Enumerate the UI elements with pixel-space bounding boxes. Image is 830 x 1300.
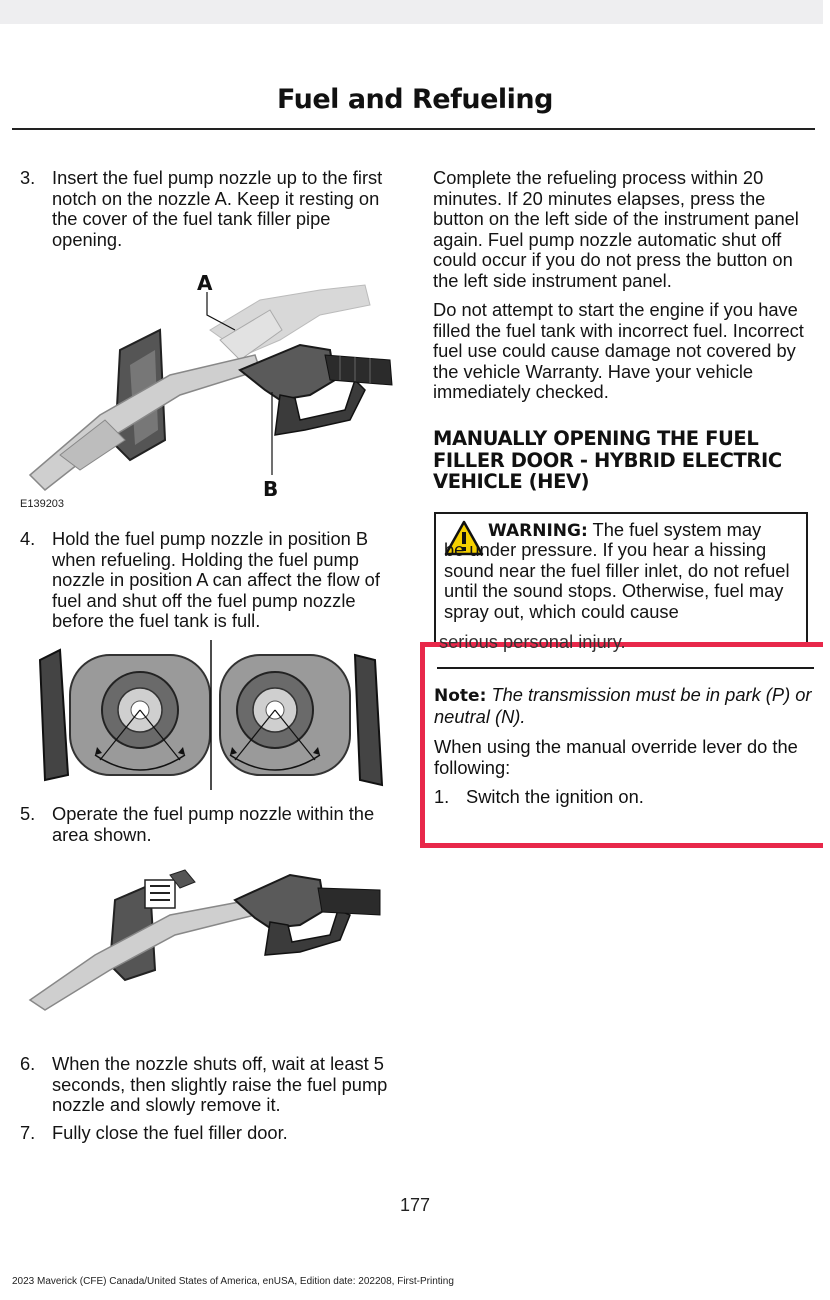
override-intro-paragraph: When using the manual override lever do the following: <box>434 736 798 778</box>
callout-b: B <box>263 477 279 501</box>
step-text: Insert the fuel pump nozzle up to the first notch on the nozzle A. Keep it resting on the cover of the fuel tank filler pipe opening. <box>52 167 383 250</box>
clipped-box-bottom-border <box>437 667 814 669</box>
warning-text: be under pressure. If you hear a hissing sound near the fuel filler inlet, do not refuel until the sound stops. Otherwise, fuel may spray out, which could cause <box>444 539 790 622</box>
nozzle-rotation-figure <box>30 640 390 795</box>
step-5 <box>20 804 405 845</box>
warning-first-text: The fuel system may <box>592 519 762 540</box>
callout-a: A <box>197 271 213 295</box>
warning-label: WARNING: <box>488 521 588 541</box>
refueling-time-paragraph: Complete the refueling process within 20 minutes. If 20 minutes elapses, press the button on the left side of the instrument panel again. Fuel pump nozzle automatic shut off could occur if you do not press the button on the left side instrument panel. <box>433 167 799 291</box>
step-text: Operate the fuel pump nozzle within the area shown. <box>52 803 375 845</box>
page-title: Fuel and Refueling <box>277 84 553 115</box>
step-text: Hold the fuel pump nozzle in position B when refueling. Holding the fuel pump nozzle in position A can affect the flow of fuel and shut off the fuel pump nozzle before the fuel tank is full. <box>52 528 380 632</box>
clipped-warning-text <box>439 631 813 664</box>
page-number: 177 <box>400 1195 431 1215</box>
step-number: 7. <box>20 1122 36 1143</box>
note-text: The transmission must be in park (P) or neutral (N). <box>434 684 812 727</box>
step-7 <box>20 1123 405 1144</box>
nozzle-position-figure <box>20 270 400 505</box>
note <box>434 685 819 727</box>
step-number: 4. <box>20 528 36 549</box>
highlight-overlay <box>420 631 823 848</box>
footer: 2023 Maverick (CFE) Canada/United States of America, enUSA, Edition date: 202208, First-Printing <box>12 1276 454 1287</box>
clipped-warning-line: serious personal injury. <box>439 631 626 652</box>
section-heading: MANUALLY OPENING THE FUEL FILLER DOOR - HYBRID ELECTRIC VEHICLE (HEV) <box>433 427 782 493</box>
figure-code: E139203 <box>20 498 65 510</box>
step-3 <box>20 168 405 250</box>
title-divider <box>12 128 815 130</box>
top-toolbar-strip <box>0 0 823 24</box>
step-text: Fully close the fuel filler door. <box>52 1122 288 1143</box>
note-label: Note: <box>434 686 487 706</box>
step-text: When the nozzle shuts off, wait at least 5 seconds, then slightly raise the fuel pump nozzle and slowly remove it. <box>52 1053 388 1116</box>
override-step-1 <box>434 787 819 808</box>
step-number: 3. <box>20 167 36 188</box>
step-4 <box>20 529 405 632</box>
nozzle-insert-figure <box>20 860 390 1010</box>
step-number: 6. <box>20 1053 36 1074</box>
step-6 <box>20 1054 405 1116</box>
incorrect-fuel-paragraph: Do not attempt to start the engine if you have filled the fuel tank with incorrect fuel. Incorrect fuel use could cause damage not covered by the vehicle Warranty. Have your vehicle immediately checked. <box>433 299 804 403</box>
step-number: 5. <box>20 803 36 824</box>
step-number: 1. <box>434 786 450 807</box>
step-text: Switch the ignition on. <box>466 786 644 807</box>
